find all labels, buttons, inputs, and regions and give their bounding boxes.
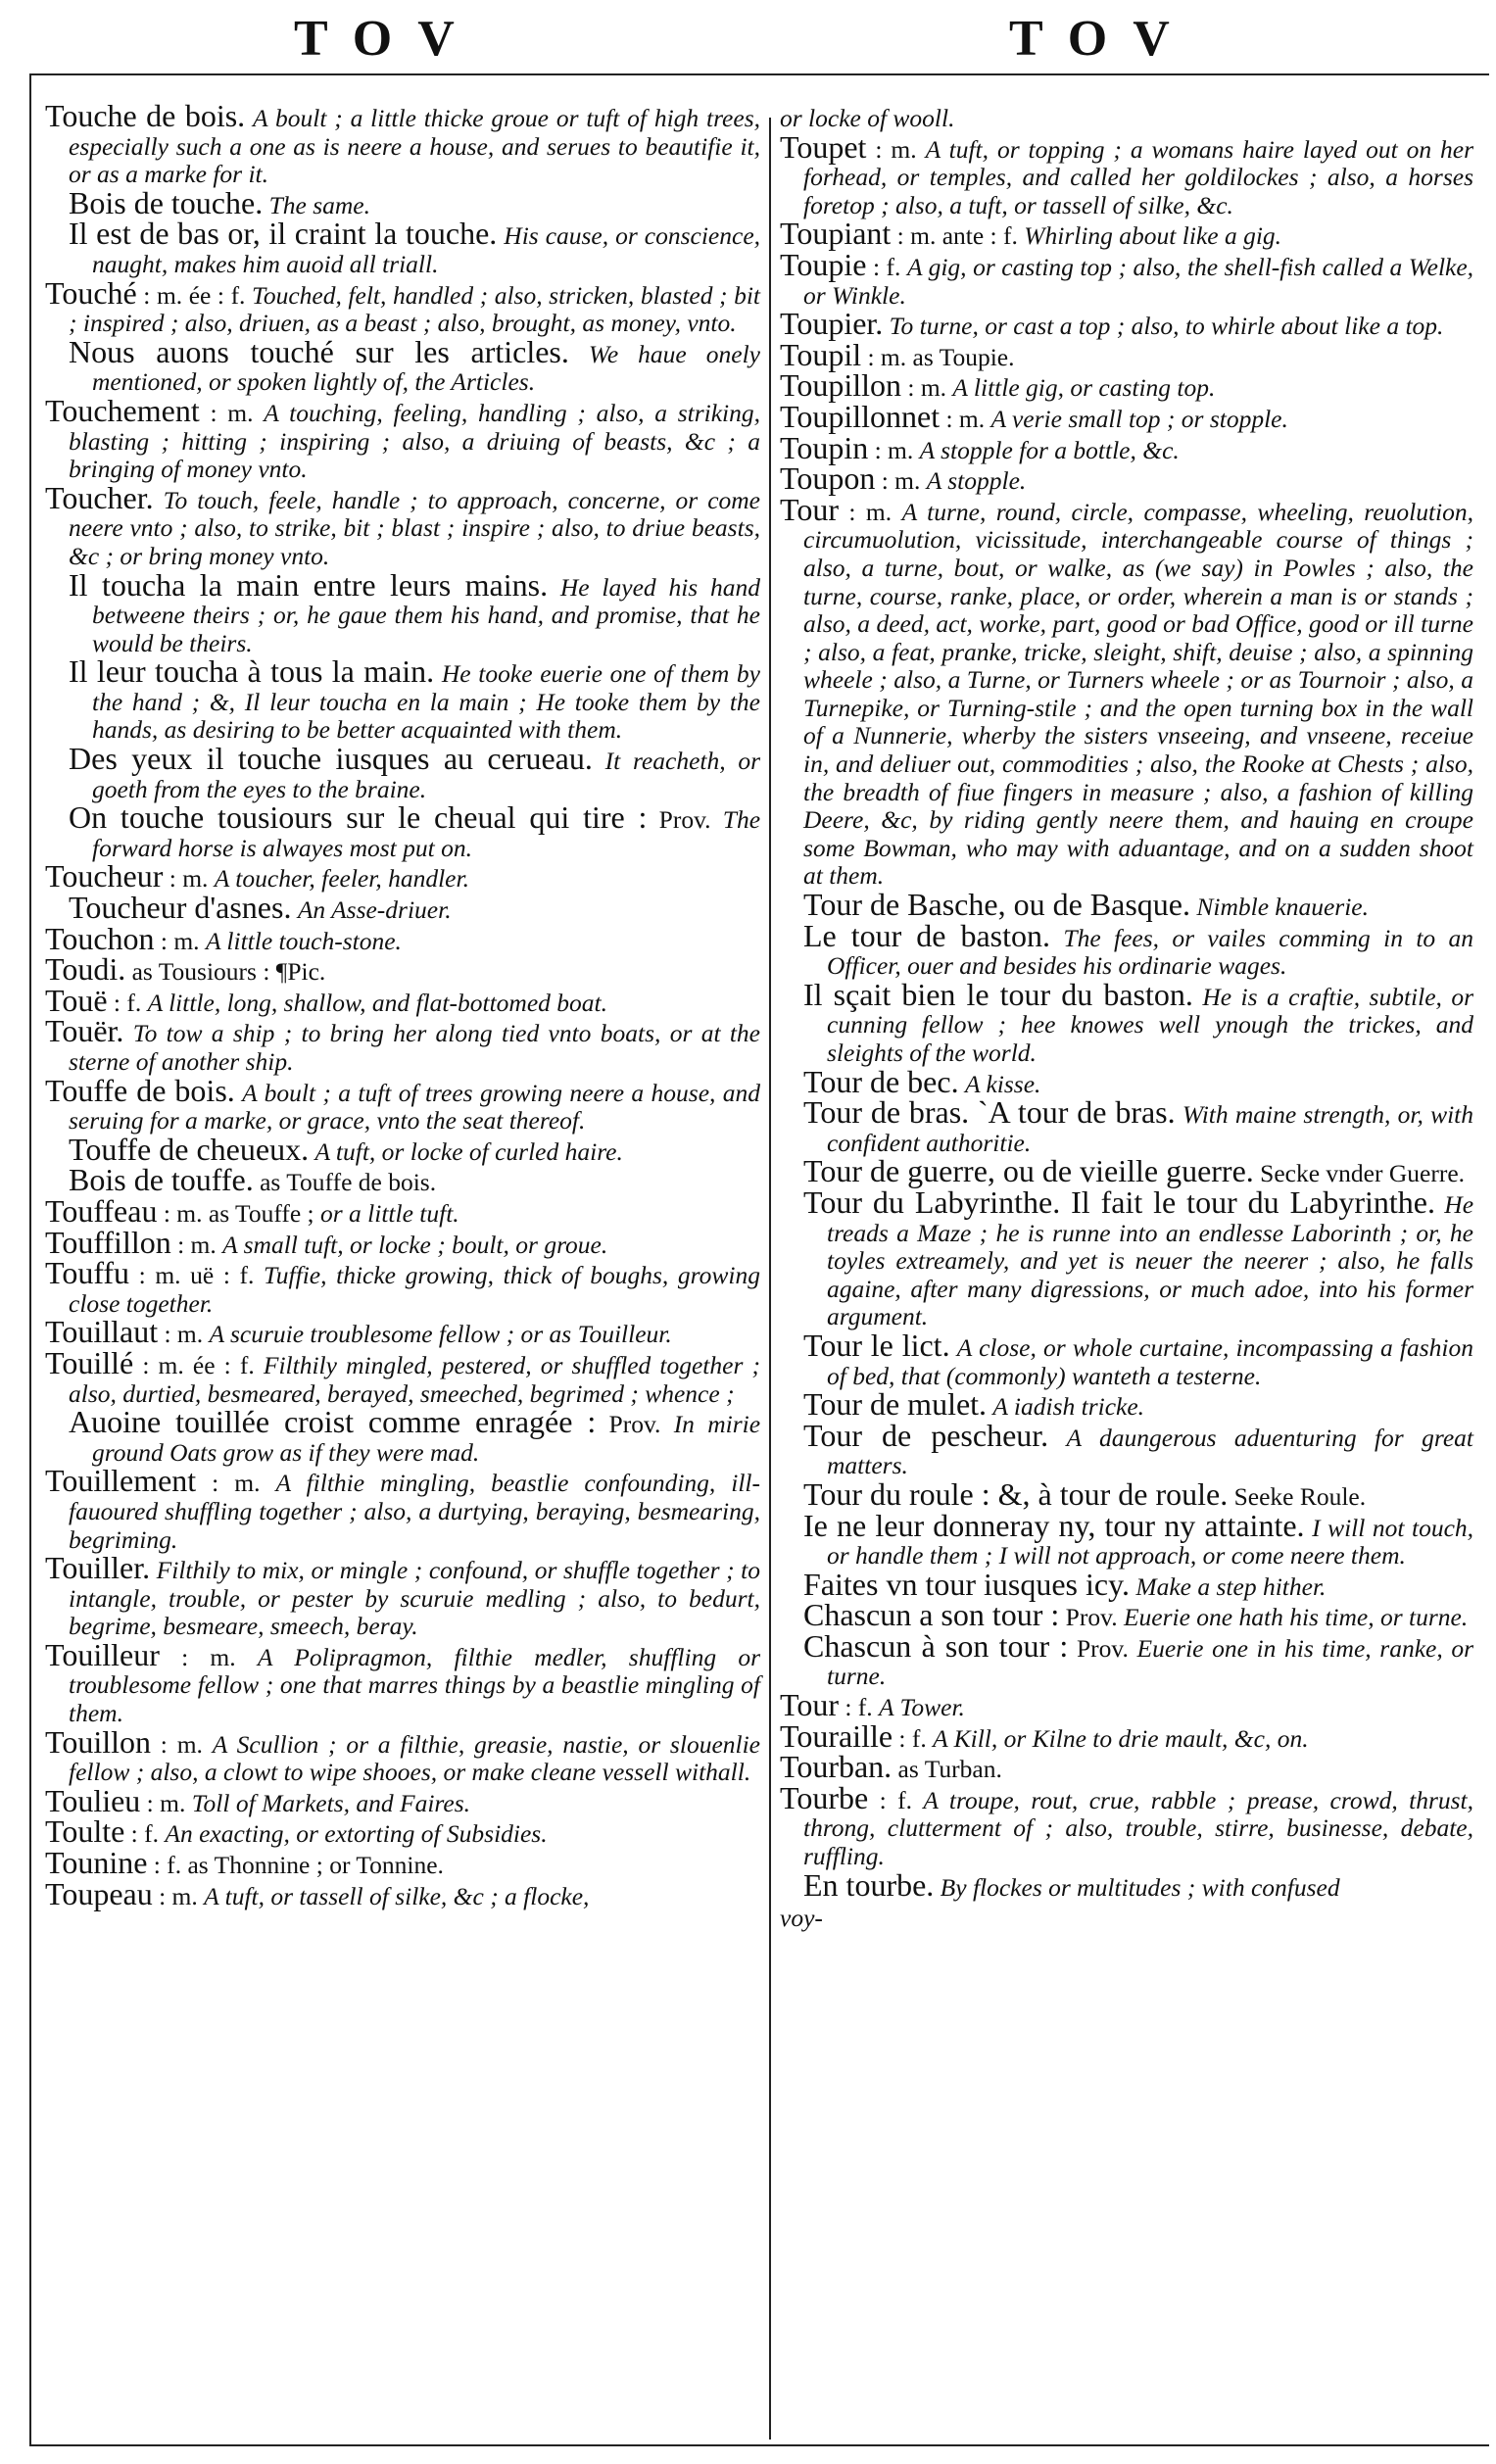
definition: Whirling about like a gig. [1024,221,1282,251]
dictionary-entry [45,1013,760,1076]
definition: Touched, felt, handled ; also, stricken, blasted ; bit ; inspired ; also, driuen, as a beast ; also, brought, as money, vnto. [69,280,761,338]
left-rule [29,73,31,2444]
definition: Nimble knauerie. [1196,893,1369,922]
definition: or a little tuft. [320,1198,459,1228]
dictionary-entry [45,1550,761,1641]
grammar-note: : m. [848,497,893,526]
dictionary-entry [780,460,1473,497]
definition: Euerie one in his time, ranke, or turne. [827,1633,1474,1691]
definition: A tuft, or tassell of silke, &c ; a flocke, [204,1881,590,1910]
definition: Euerie one hath his time, or turne. [1123,1603,1469,1632]
definition: A scuruie troublesome fellow ; or as Touilleur. [209,1320,672,1349]
grammar-note: : m. ée : f. [142,1350,255,1379]
definition: He layed his hand betweene theirs ; or, he gaue them his hand, and promise, that he would be theirs. [92,572,761,657]
headword: Toudi. [45,951,126,988]
definition: A turne, round, circle, compasse, wheeling, reuolution, circumuolution, vicissitude, interchangeable course of things ; also, a turne, bout, or walke, as (we say) in Powles ; also, the turne, course, ranke, place, or order, wherein a man is or stands ; also, a deed, act, worke, part, good or bad Office, good or ill turne ; also, a feat, pranke, tricke, sleight, shift, deuise ; also, a spinning wheele ; also, a Turne, or Turners wheele ; or as Tournoir ; also, a Turnepike, or Turning-stile ; and the open turning box in the wall of a Nunnerie, wherby the sisters vnseeing, and vnseene, receiue in, and deliuer out, commodities ; also, the Rooke at Chests ; also, the breadth of fiue fingers in measure ; also, a fashion of killing Deere, &c, by riding gently neere them, and hauing en croupe some Bowman, who may with aduantage, and on a sudden shoot at them. [803,497,1473,891]
definition: I will not touch, or handle them ; I will not approach, or come neere them. [827,1513,1474,1570]
top-rule [29,73,1489,75]
headword: Toucheur d'asnes. [69,890,292,926]
dictionary-entry [780,1184,1474,1331]
headword: Touffe de cheueux. [69,1131,310,1167]
grammar-note: : m. [210,398,254,427]
headword: Touche de bois. [45,98,246,133]
headword: Toupon [780,460,876,497]
definition: A toucher, feeler, handler. [214,864,469,894]
headword: Tourbe [780,1779,869,1815]
column-divider [769,118,771,2440]
running-head-left: TOV [294,11,480,67]
dictionary-entry [780,491,1473,891]
grammar-note: : m. [212,1469,261,1498]
grammar-note: : m. ante : f. [896,221,1018,251]
headword: Touillé [45,1344,134,1380]
definition: To touch, feele, handle ; to approach, concerne, or come neere vnto ; also, to strike, bit ; blast ; inspire ; also, to driue beasts, &c ; or bring money vnto. [69,485,760,570]
dictionary-entry [780,398,1473,434]
headword: Bois de touche. [69,184,264,220]
headword: Tourban. [780,1749,893,1785]
definition: A Polipragmon, filthie medler, shuffling or troublesome fellow ; one that marres things by a beastlie mingling of them. [69,1642,760,1728]
headword: Toupier. [780,306,884,342]
definition: voy- [780,1904,823,1933]
headword: Toupil [780,336,862,372]
dictionary-entry [45,799,761,862]
definition: The fees, or vailes comming in to an Officer, ouer and besides his ordinarie wages. [827,923,1474,981]
definition: By flockes or multitudes ; with confused [940,1872,1340,1902]
headword: Tour de bras. `A tour de bras. [803,1094,1176,1131]
definition: We haue onely mentioned, or spoken lightly of, the Articles. [92,339,761,397]
headword: Touffillon [45,1224,171,1260]
grammar-note: : m. uë : f. [138,1261,255,1290]
definition: or locke of wooll. [780,104,955,132]
headword: Chascun a son tour : [803,1597,1060,1633]
dictionary-entry [780,917,1474,981]
dictionary-entry [45,1723,760,1787]
definition: A Scullion ; or a filthie, greasie, nastie, or slouenlie fellow ; also, a clowt to wipe shooes, or make cleane vessell withall. [69,1729,760,1787]
headword: Tour de guerre, ou de vieille guerre. [803,1153,1254,1189]
headword: Toucher. [45,479,154,515]
headword: Il sçait bien le tour du baston. [803,976,1193,1012]
grammar-note: : m. [907,373,947,403]
definition: He is a craftie, subtile, or cunning fellow ; hee knowes well ynough the trickes, and sleights of the world. [827,982,1474,1067]
definition: A boult ; a tuft of trees growing neere a house, and seruing for a marke, or grace, vnto the seat thereof. [69,1078,761,1135]
dictionary-entry [45,1875,760,1911]
grammar-note: : m. [160,926,200,955]
headword: Des yeux il touche iusques au cerueau. [69,741,593,777]
dictionary-entry [45,982,760,1018]
dictionary-entry [45,920,760,956]
right-column [780,102,1473,1933]
definition: The same. [268,190,370,219]
headword: Touffeau [45,1192,158,1229]
definition: To turne, or cast a top ; also, to whirle about like a top. [889,312,1444,341]
grammar-note: : f. [130,1819,159,1849]
headword: Toupillon [780,367,901,404]
dictionary-entry [45,566,761,658]
headword: Auoine touillée croist comme enragée : [69,1404,597,1440]
page-header [0,0,1496,78]
headword: Toupin [780,429,869,465]
dictionary-entry [45,1404,761,1467]
definition: To tow a ship ; to bring her along tied vnto boats, or at the sterne of another ship. [69,1019,760,1076]
dictionary-entry [45,1813,760,1850]
grammar-note: : m. [160,1729,203,1759]
grammar-note: : m. ée : f. [143,280,246,310]
grammar-note: : f. [845,1693,873,1722]
headword: Tour de bec. [803,1063,959,1099]
grammar-note: as Turban. [897,1755,1002,1784]
grammar-note: : f. [879,1785,912,1814]
headword: Tour [780,491,839,527]
dictionary-entry [45,951,760,988]
definition: With maine strength, or, with confident authoritie. [827,1100,1474,1157]
headword: Toupie [780,246,867,282]
definition: A boult ; a little thicke groue or tuft of high trees, especially such a one as is neere a house, and serues to beautifie it, or as a marke for it. [69,104,760,189]
headword: Chascun à son tour : [803,1627,1069,1664]
grammar-note: : m. [874,435,914,464]
definition: A tuft, or locke of curled haire. [314,1136,623,1166]
running-head-right: TOV [1009,11,1195,67]
dictionary-entry [780,1094,1474,1157]
headword: Touilleur [45,1636,160,1672]
dictionary-entry [45,653,760,745]
definition: A little touch-stone. [205,926,402,955]
dictionary-entry [780,1902,1473,1933]
definition: A little gig, or casting top. [952,373,1216,403]
grammar-note: Prov. [1076,1633,1129,1663]
grammar-note: : f. [113,988,142,1017]
dictionary-entry [780,1417,1473,1480]
headword: Toulieu [45,1782,141,1818]
grammar-note: : m. [169,864,209,894]
grammar-note: as Tousiours : ¶Pic. [131,957,326,987]
headword: Tour du roule : &, à tour de roule. [803,1475,1229,1512]
grammar-note: : m. [881,466,921,496]
headword: Toupet [780,128,867,165]
headword: Touë [45,982,108,1018]
definition: Filthily to mix, or mingle ; confound, or shuffle together ; to intangle, trouble, or pester by scuruie medling ; also, to bedurt, begrime, besmeare, smeech, beray. [69,1556,761,1641]
grammar-note: : f. as Thonnine ; or Tonnine. [153,1851,444,1880]
headword: Tour de Basche, ou de Basque. [803,887,1190,923]
headword: Touër. [45,1013,124,1049]
headword: Il toucha la main entre leurs mains. [69,566,549,603]
definition: His cause, or conscience, naught, makes him auoid all triall. [92,221,761,278]
bottom-rule [29,2444,1489,2446]
definition: A daungerous aduenturing for great matters. [827,1423,1473,1480]
dictionary-entry [45,1224,760,1260]
headword: En tourbe. [803,1866,935,1903]
dictionary-entry [780,128,1474,220]
grammar-note: Secke vnder Guerre. [1260,1159,1466,1188]
definition: The forward horse is alwayes most put on. [92,805,761,862]
definition: A little, long, shallow, and flat-bottomed boat. [147,988,607,1017]
dictionary-entry [45,1463,761,1554]
definition: He tooke euerie one of them by the hand ; &, Il leur toucha en la main ; He tooke them by the hands, as desiring to be better acquainted with them. [92,659,760,745]
grammar-note: as Touffe de bois. [260,1168,437,1197]
headword: Touiller. [45,1550,151,1586]
headword: Tour du Labyrinthe. Il fait le tour du Labyrinthe. [803,1184,1435,1220]
definition: A stopple for a bottle, &c. [919,435,1180,464]
headword: Tour [780,1687,839,1723]
grammar-note: : m. [164,1320,204,1349]
definition: A filthie mingling, beastlie confounding, ill-fauoured shuffling together ; also, a durtying, beraying, besmearing, begriming. [69,1469,761,1554]
definition: Filthily mingled, pestered, or shuffled together ; also, durtied, besmeared, berayed, smeeched, begrimed ; whence ; [69,1350,760,1408]
definition: Toll of Markets, and Faires. [191,1788,471,1817]
dictionary-entry [45,1072,761,1135]
grammar-note: : m. [181,1642,236,1671]
dictionary-entry [45,274,761,338]
definition: He treads a Maze ; he is runne into an endlesse Laborinth ; or, he toyles extreamely, and yet is neuer the neerer ; also, he falls againe, after many digressions, or much adoe, into his former argument. [827,1189,1474,1331]
grammar-note: : f. [898,1723,927,1753]
headword: Touchement [45,392,200,428]
grammar-note: : m. [159,1881,198,1910]
dictionary-entry [780,246,1474,310]
definition: A tuft, or topping ; a womans haire layed out on her forhead, or temples, and called her goldilockes ; also, a horses foretop ; also, a tuft, or tassell of silke, &c. [803,134,1474,219]
dictionary-entry [45,1782,760,1818]
definition: A Tower. [879,1693,965,1722]
definition: An exacting, or extorting of Subsidies. [165,1819,548,1849]
headword: Touillon [45,1723,151,1760]
dictionary-entry [780,1627,1474,1691]
definition: Tuffie, thicke growing, thick of boughs, growing close together. [69,1261,760,1318]
dictionary-entry [780,976,1474,1068]
definition: Make a step hither. [1135,1571,1327,1601]
dictionary-entry [780,102,1473,133]
dictionary-entry [780,306,1473,342]
grammar-note: Prov. [658,805,711,835]
dictionary-entry [45,392,761,484]
headword: Touillement [45,1463,197,1499]
headword: Tounine [45,1845,148,1881]
definition: A small tuft, or locke ; boult, or groue. [222,1230,608,1259]
dictionary-entry [780,1866,1473,1903]
headword: Touffu [45,1255,130,1291]
dictionary-entry [45,1344,760,1408]
grammar-note: Prov. [608,1410,661,1439]
definition: An Asse-driuer. [297,895,452,925]
headword: Toulte [45,1813,125,1850]
dictionary-entry [45,1636,760,1728]
grammar-note: : m. as Touffe ; [163,1198,314,1228]
definition: A verie small top ; or stopple. [990,404,1288,433]
dictionary-entry [45,741,761,803]
headword: Touillaut [45,1314,159,1350]
headword: Il est de bas or, il craint la touche. [69,216,498,252]
headword: Le tour de baston. [803,917,1051,953]
grammar-note: : m. [177,1230,217,1259]
left-column [45,98,761,1911]
definition: A kisse. [964,1069,1041,1098]
headword: Nous auons touché sur les articles. [69,333,569,369]
dictionary-entry [45,1255,760,1318]
headword: Tour le lict. [803,1327,950,1363]
dictionary-entry [780,1749,1473,1785]
grammar-note: Seeke Roule. [1233,1481,1367,1511]
headword: Tour de pescheur. [803,1417,1049,1453]
grammar-note: : m. [146,1788,186,1817]
definition: A Kill, or Kilne to drie mault, &c, on. [933,1723,1309,1753]
grammar-note: : m. as Toupie. [867,342,1015,371]
definition: A touching, feeling, handling ; also, a striking, blasting ; hitting ; inspiring ; also, a driuing of beasts, &c ; a bringing of money vnto. [69,398,761,484]
definition: In mirie ground Oats grow as if they were mad. [92,1410,761,1467]
headword: Ie ne leur donneray ny, tour ny attainte. [803,1507,1305,1543]
headword: Toucheur [45,858,164,894]
definition: A stopple. [926,466,1027,496]
dictionary-entry [780,1507,1474,1570]
headword: Tour de mulet. [803,1386,988,1423]
dictionary-entry [780,1779,1474,1871]
dictionary-entry [780,216,1473,252]
headword: Toupiant [780,216,892,252]
definition: A gig, or casting top ; also, the shell-fish called a Welke, or Winkle. [803,252,1474,310]
dictionary-entry [45,216,761,278]
headword: Il leur toucha à tous la main. [69,653,435,690]
grammar-note: Prov. [1065,1603,1118,1632]
definition: A troupe, rout, crue, rabble ; prease, crowd, thrust, throng, clutterment of ; also, trouble, stirre, businesse, debate, ruffling. [803,1785,1474,1871]
dictionary-entry [45,98,760,189]
dictionary-entry [780,429,1473,465]
dictionary-entry [45,479,760,571]
definition: A close, or whole curtaine, incompassing a fashion of bed, that (commonly) wanteth a testerne. [827,1332,1474,1390]
headword: Touchon [45,920,155,956]
headword: Toupeau [45,1875,153,1911]
headword: Bois de touffe. [69,1162,254,1198]
dictionary-entry [780,1327,1474,1390]
grammar-note: : f. [872,252,901,281]
headword: Touraille [780,1717,893,1754]
definition: A iadish tricke. [992,1392,1145,1422]
headword: On touche tousiours sur le cheual qui tire : [69,799,648,836]
dictionary-entry [45,333,761,397]
headword: Touffe de bois. [45,1072,235,1108]
dictionary-entry [45,1314,760,1350]
definition: It reacheth, or goeth from the eyes to the braine. [92,747,761,803]
headword: Touché [45,274,137,311]
headword: Toupillonnet [780,398,941,434]
grammar-note: : m. [875,134,917,164]
grammar-note: : m. [945,404,986,433]
headword: Faites vn tour iusques icy. [803,1566,1130,1602]
